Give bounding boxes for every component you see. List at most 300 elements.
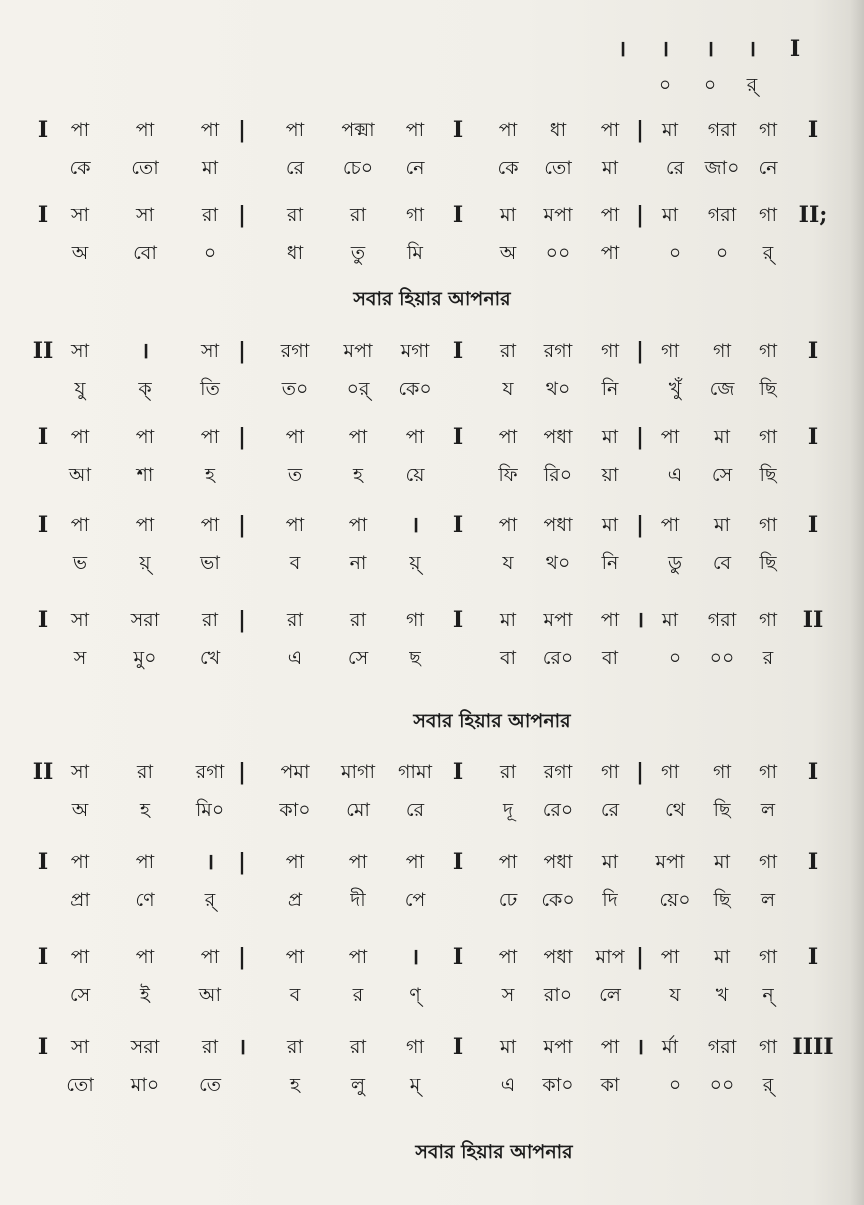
lyric-syllable: পে [404,889,426,911]
lyric-syllable: হ [140,799,150,821]
swara-note: মাগা [340,761,376,783]
bar-line: I [452,849,464,875]
lyric-syllable: অ [499,242,517,264]
bar-line: | [635,202,645,228]
lyric-syllable: নে [758,157,778,179]
lyric-syllable: রে [405,799,425,821]
lyric-syllable: ছি [759,552,777,574]
lyric-syllable: জা০ [704,157,740,179]
lyric-syllable: সে [711,464,733,486]
lyric-syllable: ০র্ [346,378,370,400]
bar-line: | [237,607,247,633]
swara-note: পা [285,946,305,968]
swara-row [0,845,864,879]
lyric-syllable: তে [199,1074,221,1096]
lyric-syllable: ত০ [281,378,309,400]
lyric-syllable: খে [199,647,221,669]
lyric-syllable: তো [66,1074,94,1096]
lyric-syllable: য [502,552,514,574]
swara-note: গা [759,851,777,873]
bar-line: I [452,338,464,364]
swara-note: পা [498,946,518,968]
lyric-syllable: বা [601,647,619,669]
lyric-syllable: এ [667,464,683,486]
bar-line: I [452,202,464,228]
lyric-syllable: লু [350,1074,366,1096]
swara-note: মাপ [595,946,625,968]
lyric-syllable: যু [74,378,86,400]
swara-note: রা [287,1036,303,1058]
lyric-syllable: ম্ [409,1074,421,1096]
header-lyric-row [0,68,864,102]
swara-note: গা [759,204,777,226]
lyric-syllable: ঢে [498,889,518,911]
lyric-syllable: কা০ [542,1074,574,1096]
lyric-syllable: থে [664,799,686,821]
lyric-syllable: ছি [759,464,777,486]
swara-note: পা [200,119,220,141]
swara-note: মা [661,609,679,631]
bar-line: I [452,759,464,785]
swara-note: রা [350,609,366,631]
lyric-row [0,641,864,675]
lyric-syllable: ল [760,889,776,911]
lyric-syllable: মি [407,242,423,264]
swara-note: মগা [400,340,430,362]
swara-note: রগা [543,761,573,783]
lyric-syllable: প্রা [70,889,90,911]
swara-note: রা [500,761,516,783]
lyric-syllable: কে [497,157,519,179]
bar-line: | [237,338,247,364]
lyric-syllable: খ [715,984,729,1006]
swara-note: পা [70,851,90,873]
bar-line: I [452,117,464,143]
lyric-syllable: ন্ [762,984,774,1006]
lyric-syllable: য়ে [405,464,425,486]
lyric-row [0,978,864,1012]
section-heading-text: সবার হিয়ার আপনার [415,1141,573,1163]
lyric-syllable: য়ে০ [659,889,691,911]
swara-note: ধা [549,119,567,141]
lyric-syllable: নি [601,378,619,400]
swara-note: পা [660,426,680,448]
lyric-syllable: অ [71,242,89,264]
lyric-syllable: ছি [759,378,777,400]
lyric-syllable: মা [201,157,219,179]
swara-note: সা [70,761,90,783]
swara-note: পধা [543,426,573,448]
swara-note: সা [70,609,90,631]
lyric-row [0,151,864,185]
lyric-syllable: বো [133,242,157,264]
swara-note: গা [713,761,731,783]
bar-line: IIII [792,1034,834,1060]
header-swara-row [0,32,864,66]
swara-note: রা [202,609,218,631]
swara-note: পা [285,851,305,873]
swara-note: পা [135,426,155,448]
lyric-syllable: দি [602,889,618,911]
lyric-syllable: রে [285,157,305,179]
swara-note: পা [285,426,305,448]
bar-line: II; [798,202,828,228]
lyric-syllable: তো [544,157,572,179]
bar-line: I [452,1034,464,1060]
bar-line: | [237,424,247,450]
swara-row [0,940,864,974]
lyric-syllable: আ [68,464,92,486]
bar-line: I [37,607,49,633]
lyric-syllable: ০ [203,242,217,264]
swara-note: গা [759,426,777,448]
swara-note: গা [406,609,424,631]
section-heading-text: সবার হিয়ার আপনার [413,710,571,732]
swara-note: গরা [707,204,737,226]
lyric-syllable: ০ [668,242,682,264]
lyric-row [0,1068,864,1102]
lyric-row [0,458,864,492]
bar-line: । [410,944,420,970]
lyric-syllable: রি০ [543,464,573,486]
lyric-syllable: ছি [713,799,731,821]
lyric-syllable: র্ [762,1074,774,1096]
lyric-syllable: বা [499,647,517,669]
bar-line: I [37,1034,49,1060]
bar-line: I [807,512,819,538]
lyric-row [0,546,864,580]
swara-row [0,420,864,454]
lyric-syllable: ধা [286,242,304,264]
lyric-syllable: ল [760,799,776,821]
swara-note: রা [202,1036,218,1058]
swara-note: সা [200,340,220,362]
bar-line: I [807,944,819,970]
swara-note: গা [759,946,777,968]
swara-note: মা [661,204,679,226]
lyric-syllable: আ [198,984,222,1006]
bar-line: । [705,36,715,62]
lyric-syllable: জে [709,378,735,400]
lyric-syllable: রে [600,799,620,821]
swara-note: গা [601,340,619,362]
lyric-syllable: সে [69,984,91,1006]
swara-row [0,508,864,542]
swara-note: সা [70,340,90,362]
bar-line: | [237,944,247,970]
lyric-syllable: রে০ [542,799,574,821]
swara-note: পা [70,946,90,968]
lyric-syllable: লে [599,984,621,1006]
lyric-syllable: হ [290,1074,300,1096]
lyric-syllable: স [501,984,515,1006]
bar-line: । [635,607,645,633]
lyric-syllable: মা০ [130,1074,160,1096]
swara-note: মা [499,609,517,631]
swara-note: মা [713,426,731,448]
section-heading [0,1135,864,1169]
lyric-syllable: থ০ [545,378,571,400]
lyric-syllable: শা [136,464,154,486]
swara-note: মা [713,514,731,536]
swara-note: র্মা [661,1036,679,1058]
lyric-syllable: দী [350,889,366,911]
lyric-syllable: র্ [762,242,774,264]
lyric-row [0,372,864,406]
lyric-syllable: র [762,647,774,669]
swara-note: মপা [655,851,685,873]
swara-note: সা [70,204,90,226]
bar-line: | [237,849,247,875]
swara-note: গা [406,204,424,226]
swara-note: রা [500,340,516,362]
swara-note: পধা [543,851,573,873]
swara-note: গা [601,761,619,783]
bar-line: । [140,338,150,364]
swara-note: পা [70,514,90,536]
swara-note: গা [759,609,777,631]
lyric-syllable: ফি [498,464,518,486]
bar-line: I [37,424,49,450]
bar-line: I [807,338,819,364]
swara-note: পা [405,851,425,873]
swara-note: রা [350,204,366,226]
lyric-syllable: ত [287,464,303,486]
lyric-syllable: কে [69,157,91,179]
bar-line: I [37,512,49,538]
bar-line: I [452,944,464,970]
lyric-syllable: তি [200,378,220,400]
lyric-syllable: মু০ [133,647,157,669]
lyric-syllable: ছ [409,647,421,669]
lyric-syllable: ণ্ [409,984,421,1006]
bar-line: I [807,117,819,143]
lyric-syllable: হ [353,464,363,486]
swara-note: পা [135,946,155,968]
swara-note: পা [200,514,220,536]
swara-note: পধা [543,514,573,536]
swara-note: মা [499,204,517,226]
swara-note: মা [713,851,731,873]
swara-note: রা [287,609,303,631]
lyric-syllable: ০ [715,242,729,264]
lyric-syllable: ভ [72,552,88,574]
lyric-syllable: নি [601,552,619,574]
bar-line: । [617,36,627,62]
swara-note: মপা [543,609,573,631]
swara-note: পা [200,426,220,448]
lyric-syllable: কা [600,1074,620,1096]
swara-row [0,113,864,147]
swara-note: পধা [543,946,573,968]
swara-note: রগা [543,340,573,362]
lyric-syllable: ০ [668,1074,682,1096]
swara-note: পা [498,119,518,141]
bar-line: | [237,202,247,228]
bar-line: II [802,607,824,633]
bar-line: । [205,849,215,875]
swara-note: পমা [280,761,310,783]
lyric-syllable: ক্ [138,378,152,400]
lyric-syllable: ০০ [545,242,571,264]
lyric-syllable: ০ [658,74,672,96]
bar-line: । [237,1034,247,1060]
swara-note: মপা [543,204,573,226]
section-heading-text: সবার হিয়ার আপনার [353,288,511,310]
bar-line: I [807,759,819,785]
swara-note: মা [601,426,619,448]
lyric-syllable: য়্ [139,552,151,574]
lyric-syllable: তু [350,242,366,264]
bar-line: I [452,424,464,450]
lyric-syllable: এ [500,1074,516,1096]
swara-note: পা [600,119,620,141]
swara-note: পা [660,946,680,968]
lyric-syllable: স [73,647,87,669]
lyric-syllable: থ০ [545,552,571,574]
lyric-syllable: য়্ [409,552,421,574]
lyric-syllable: কে০ [541,889,575,911]
swara-note: গামা [397,761,433,783]
swara-note: মা [601,851,619,873]
swara-note: পা [135,119,155,141]
swara-note: সা [135,204,155,226]
swara-row [0,198,864,232]
lyric-syllable: এ [287,647,303,669]
swara-note: গা [759,761,777,783]
lyric-syllable: ০ [703,74,717,96]
lyric-syllable: ব [289,552,301,574]
swara-note: পক্মা [341,119,375,141]
swara-note: মা [601,514,619,536]
swara-note: মা [661,119,679,141]
swara-row [0,1030,864,1064]
lyric-syllable: রে০ [542,647,574,669]
swara-note: সরা [130,609,160,631]
swara-note: গা [759,340,777,362]
lyric-syllable: না [349,552,367,574]
swara-note: পা [498,514,518,536]
bar-line: I [789,36,801,62]
bar-line: I [37,849,49,875]
lyric-syllable: অ [71,799,89,821]
swara-note: পা [498,426,518,448]
swara-note: রা [350,1036,366,1058]
bar-line: । [410,512,420,538]
lyric-syllable: কে০ [398,378,432,400]
lyric-syllable: কা০ [279,799,311,821]
swara-note: সরা [130,1036,160,1058]
swara-note: পা [70,426,90,448]
lyric-syllable: বে [712,552,732,574]
bar-line: । [635,1034,645,1060]
swara-note: গরা [707,1036,737,1058]
lyric-row [0,236,864,270]
lyric-syllable: য [669,984,681,1006]
swara-note: পা [348,851,368,873]
swara-note: পা [70,119,90,141]
swara-note: রগা [195,761,225,783]
bar-line: | [635,338,645,364]
swara-note: পা [348,514,368,536]
swara-note: পা [285,514,305,536]
swara-note: পা [600,1036,620,1058]
swara-note: গা [406,1036,424,1058]
lyric-syllable: সে [347,647,369,669]
bar-line: । [660,36,670,62]
swara-note: পা [600,609,620,631]
lyric-syllable: হ [205,464,215,486]
swara-note: মপা [543,1036,573,1058]
swara-note: গা [713,340,731,362]
bar-line: II [32,338,54,364]
swara-note: সা [70,1036,90,1058]
bar-line: | [635,759,645,785]
lyric-syllable: রে [665,157,685,179]
lyric-syllable: মা [601,157,619,179]
swara-note: মপা [343,340,373,362]
swara-note: গা [661,340,679,362]
bar-line: I [807,424,819,450]
section-heading [0,282,864,316]
bar-line: I [807,849,819,875]
swara-note: পা [660,514,680,536]
lyric-syllable: খুঁ [668,378,682,400]
lyric-syllable: র্ [204,889,216,911]
lyric-syllable: য়া [601,464,619,486]
bar-line: | [237,117,247,143]
bar-line: । [747,36,757,62]
swara-note: মা [713,946,731,968]
lyric-syllable: তো [131,157,159,179]
lyric-syllable: য [502,378,514,400]
swara-note: রা [137,761,153,783]
lyric-syllable: রা০ [543,984,573,1006]
swara-note: গরা [707,609,737,631]
lyric-syllable: ছি [713,889,731,911]
swara-note: পা [600,204,620,226]
bar-line: | [635,944,645,970]
swara-note: পা [405,119,425,141]
swara-note: পা [498,851,518,873]
lyric-syllable: ণে [135,889,155,911]
swara-note: রা [202,204,218,226]
swara-note: পা [348,946,368,968]
bar-line: | [237,759,247,785]
swara-row [0,334,864,368]
swara-note: গা [661,761,679,783]
swara-row [0,755,864,789]
lyric-syllable: র [352,984,364,1006]
lyric-syllable: চে০ [342,157,374,179]
lyric-syllable: ব [289,984,301,1006]
swara-note: পা [405,426,425,448]
swara-note: গা [759,514,777,536]
bar-line: | [635,117,645,143]
lyric-syllable: ডু [668,552,682,574]
bar-line: | [237,512,247,538]
swara-note: পা [135,514,155,536]
bar-line: I [37,202,49,228]
swara-note: মা [499,1036,517,1058]
lyric-syllable: ই [140,984,150,1006]
bar-line: II [32,759,54,785]
lyric-syllable: পা [600,242,620,264]
bar-line: I [452,512,464,538]
lyric-syllable: ০ [668,647,682,669]
lyric-syllable: মো [346,799,370,821]
lyric-syllable: ০০ [709,647,735,669]
